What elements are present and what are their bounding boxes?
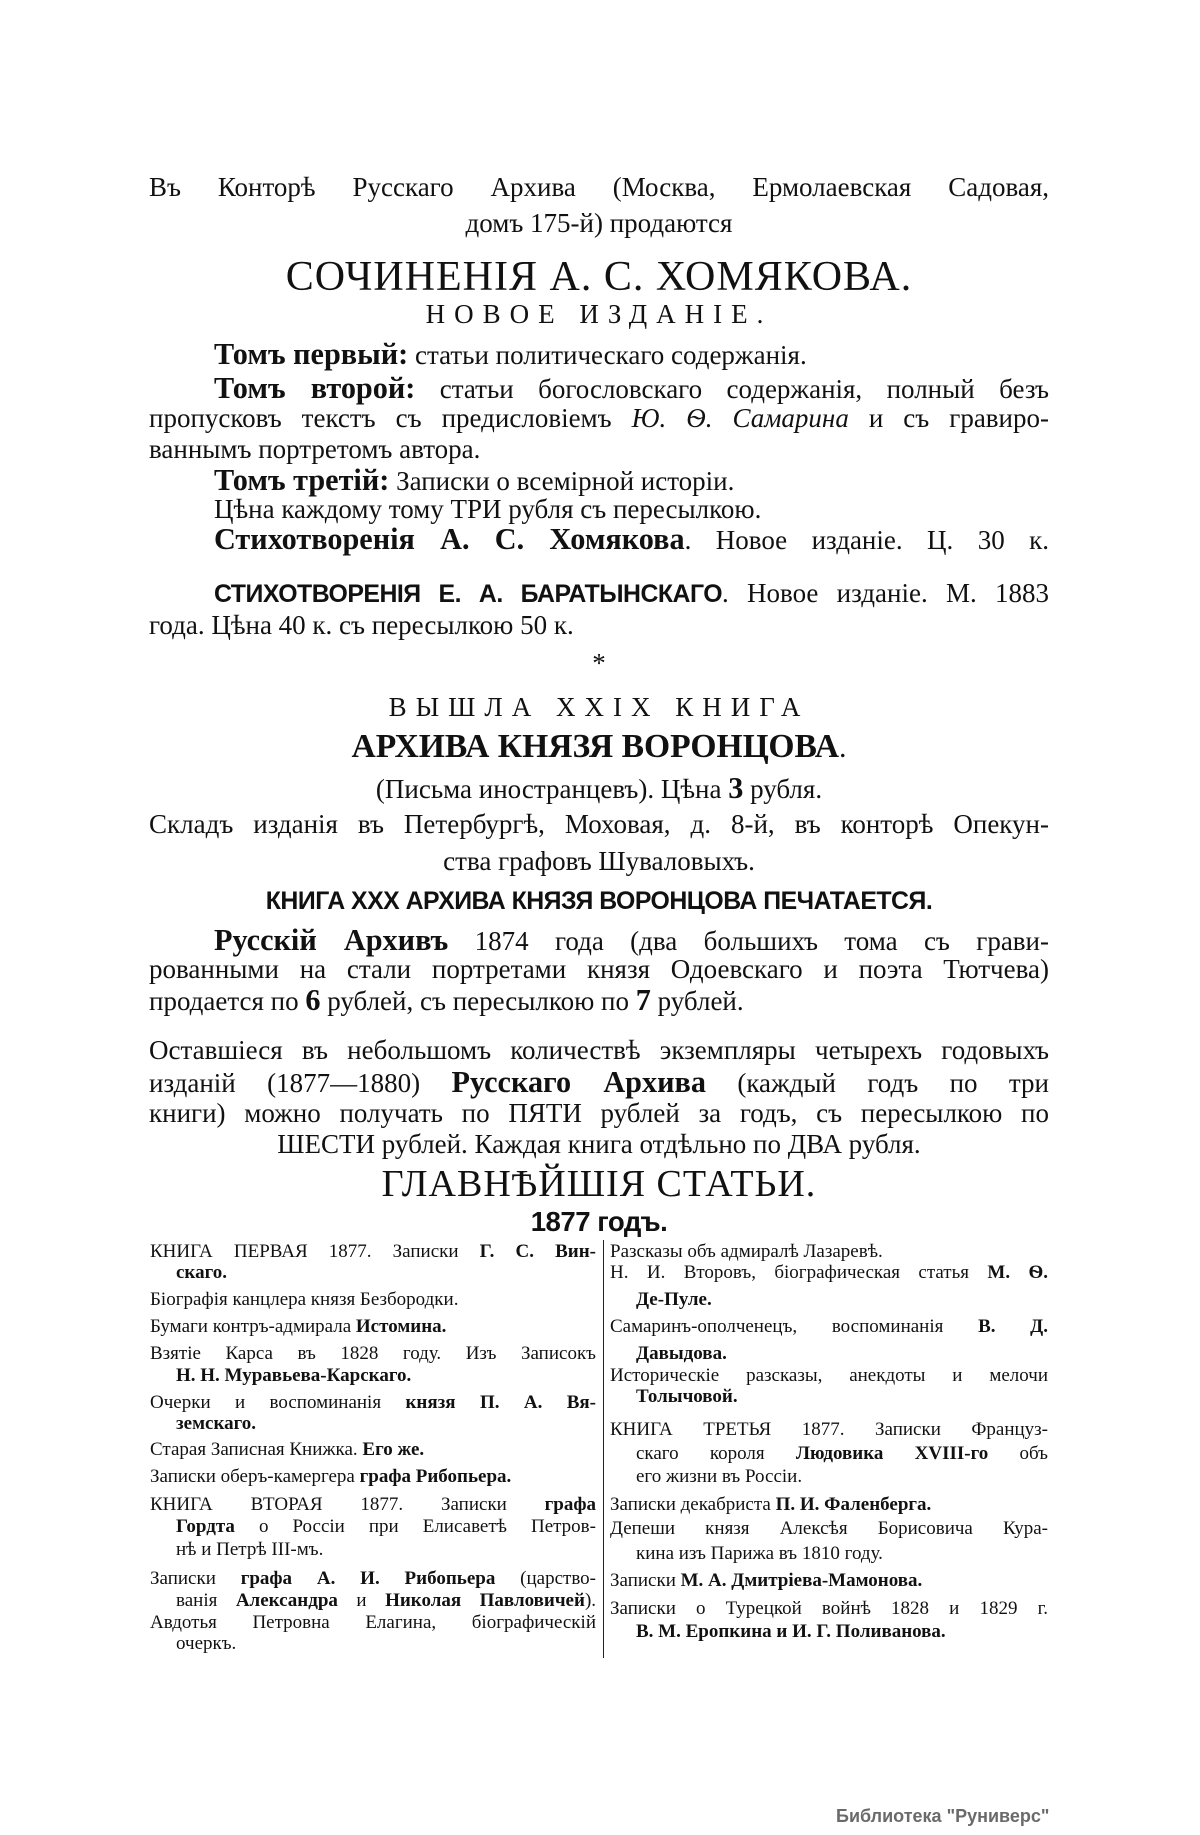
article-item [610, 1570, 1048, 1592]
article-item [150, 1466, 596, 1488]
text-segment: книги) можно получать по ПЯТИ рублей за годъ, съ пересылкою по [149, 1098, 1049, 1128]
remaining-copies-line [149, 1126, 1049, 1162]
text-segment: года. Цѣна 40 к. съ пересылкою 50 к. [149, 610, 574, 640]
text-segment: (царство- [495, 1568, 596, 1589]
bold-text: Давыдова. [636, 1343, 727, 1364]
text-segment: Н. И. Второвъ, біографическая статья [610, 1262, 988, 1283]
bold-text: Томъ третій: [214, 463, 390, 497]
article-item [610, 1543, 1048, 1565]
bold-text: графа Рибопьера. [359, 1466, 512, 1487]
volume-line [149, 336, 1049, 373]
text-segment: и съ гравиро- [848, 403, 1049, 433]
article-item [150, 1413, 596, 1435]
text-segment: домъ 175-й) продаются [465, 208, 733, 238]
article-item [150, 1568, 596, 1590]
article-item [150, 1316, 596, 1338]
office-address-line [149, 205, 1049, 241]
text-segment: Записки о Турецкой войнѣ 1828 и 1829 г. [610, 1598, 1048, 1619]
text-segment: Записки декабриста [610, 1494, 776, 1515]
text-segment: Біографія канцлера князя Безбородки. [150, 1289, 459, 1310]
article-item [150, 1516, 596, 1538]
bold-text: 7 [635, 983, 651, 1017]
article-item [150, 1392, 596, 1414]
text-segment: ванія [176, 1590, 236, 1611]
vorontsov-announcement [149, 689, 1049, 725]
year-heading [149, 1204, 1049, 1240]
office-address-line [149, 169, 1049, 205]
bold-text: КНИГА XXX АРХИВА КНЯЗЯ ВОРОНЦОВА ПЕЧАТАЕТСЯ. [265, 888, 933, 915]
bold-text: Русскій Архивъ [214, 923, 449, 957]
text-segment: Записки оберъ-камергера [150, 1466, 360, 1487]
text-segment: кина изъ Парижа въ 1810 году. [636, 1543, 883, 1564]
bold-text: П. И. Фаленберга. [775, 1494, 932, 1515]
text-segment: рублей. [650, 986, 744, 1016]
text-segment: . Новое изданіе. М. 1883 [722, 578, 1049, 608]
asterisk-separator [149, 645, 1049, 681]
bold-text: земскаго. [176, 1413, 257, 1434]
text-segment: статьи богословскаго содержанія, полный безъ [415, 374, 1049, 404]
text-segment: рублей, съ пересылкою по [320, 986, 636, 1016]
text-segment: НОВОЕ ИЗДАНІЕ. [425, 299, 773, 329]
article-item [150, 1262, 596, 1284]
text-segment: 1874 года (два большихъ тома съ грави- [448, 926, 1049, 956]
text-segment: * [592, 648, 606, 678]
text-segment: о Россіи при Елисаветѣ Петров- [234, 1516, 596, 1537]
article-item [150, 1365, 596, 1387]
bold-text: АРХИВА КНЯЗЯ ВОРОНЦОВА [351, 728, 839, 765]
warehouse-line [149, 806, 1049, 842]
bold-text: СТИХОТВОРЕНІЯ Е. А. БАРАТЫНСКАГО [214, 581, 723, 608]
text-segment: Записки [150, 1568, 241, 1589]
article-item [150, 1590, 596, 1612]
text-segment: ваннымъ портретомъ автора. [149, 434, 481, 464]
article-item [610, 1518, 1048, 1540]
bold-text: графа А. И. Рибопьера [240, 1568, 496, 1589]
text-segment: изданій (1877—1880) [149, 1068, 452, 1098]
bold-text: Русскаго Архива [451, 1065, 706, 1099]
text-segment: рубля. [743, 774, 823, 804]
bold-text: Томъ первый: [214, 337, 409, 371]
article-item [610, 1343, 1048, 1365]
text-segment: Разсказы объ адмиралѣ Лазаревѣ. [610, 1241, 883, 1262]
bold-text: Н. Н. Муравьева-Карскаго. [176, 1365, 412, 1386]
bold-text: Людовика XVIII-го [795, 1443, 989, 1464]
article-item [610, 1443, 1048, 1465]
bold-text: 3 [728, 771, 744, 805]
text-segment: КНИГА ПЕРВАЯ 1877. Записки [150, 1241, 480, 1262]
warehouse-line [149, 843, 1049, 879]
text-segment: Цѣна каждому тому ТРИ рубля съ пересылкою. [214, 494, 762, 524]
text-segment: Очерки и воспоминанія [150, 1392, 406, 1413]
bold-text: Его же. [362, 1439, 425, 1460]
text-segment: продается по [149, 986, 306, 1016]
text-segment: и [337, 1590, 386, 1611]
bold-text: Г. С. Вин- [479, 1241, 596, 1262]
text-segment: ства графовъ Шуваловыхъ. [443, 846, 755, 876]
text-segment: Записки о всемірной исторіи. [389, 466, 735, 496]
bold-text: Николая Павловичей [385, 1590, 585, 1611]
article-item [610, 1494, 1048, 1516]
text-segment: объ [988, 1443, 1048, 1464]
article-item [150, 1612, 596, 1634]
text-segment: Старая Записная Книжка. [150, 1439, 363, 1460]
article-item [150, 1289, 596, 1311]
article-item [610, 1621, 1048, 1643]
khomyakov-works-title [149, 253, 1049, 301]
poems-khomyakov-line [149, 521, 1049, 558]
russian-archive-1874-line [149, 982, 1049, 1019]
text-segment: рованными на стали портретами князя Одоевскаго и поэта Тютчева) [149, 954, 1049, 984]
text-segment: Въ Конторѣ Русскаго Архива (Москва, Ермолаевская Садовая, [149, 172, 1049, 202]
article-item [610, 1365, 1048, 1387]
text-segment: Депеши князя Алексѣя Борисовича Кура- [610, 1518, 1048, 1539]
text-segment: пропусковъ текстъ съ предисловіемъ [149, 403, 632, 433]
italic-text: Ю. Ѳ. Самарина [631, 403, 849, 433]
text-segment: его жизни въ Россіи. [636, 1466, 803, 1487]
article-item [610, 1241, 1048, 1263]
article-item [610, 1419, 1048, 1441]
bold-text: скаго. [176, 1262, 227, 1283]
text-segment: Оставшіеся въ небольшомъ количествѣ экземпляры четырехъ годовыхъ [149, 1035, 1049, 1065]
bold-text: Стихотворенія А. С. Хомякова [214, 522, 685, 556]
text-segment: (Письма иностранцевъ). Цѣна [375, 774, 729, 804]
vorontsov-price [149, 770, 1049, 807]
text-segment: нѣ и Петрѣ III-мъ. [176, 1539, 324, 1560]
bold-text: Александра [235, 1590, 338, 1611]
article-item [150, 1539, 596, 1561]
bold-text: М. А. Дмитріева-Мамонова. [680, 1570, 923, 1591]
remaining-copies-line [149, 1032, 1049, 1068]
text-segment: ). [584, 1590, 597, 1611]
text-segment: ШЕСТИ рублей. Каждая книга отдѣльно по ДВА рубля. [277, 1129, 921, 1159]
text-segment: Авдотья Петровна Елагина, біографическій [150, 1612, 596, 1633]
bold-text: графа [544, 1494, 596, 1515]
bold-text: Томъ второй: [214, 371, 416, 405]
article-item [610, 1598, 1048, 1620]
column-divider [603, 1240, 604, 1658]
vorontsov-title [149, 729, 1049, 766]
article-item [610, 1262, 1048, 1284]
text-segment: очеркъ. [176, 1633, 237, 1654]
article-item [610, 1386, 1048, 1408]
text-segment: ВЫШЛА XXIX КНИГА [388, 692, 810, 722]
text-segment: КНИГА ТРЕТЬЯ 1877. Записки Француз- [610, 1419, 1048, 1440]
text-segment: . [838, 731, 847, 764]
bold-text: В. Д. [978, 1316, 1048, 1337]
new-edition-subtitle [149, 296, 1049, 332]
bold-text: Де-Пуле. [636, 1289, 712, 1310]
text-segment: ГЛАВНѢЙШІЯ СТАТЬИ. [381, 1163, 817, 1205]
text-segment: скаго короля [636, 1443, 796, 1464]
book-xxx-notice [149, 882, 1049, 920]
text-segment: (каждый годъ по три [705, 1068, 1049, 1098]
article-item [150, 1494, 596, 1516]
article-item [610, 1289, 1048, 1311]
article-item [150, 1633, 596, 1655]
article-item [610, 1316, 1048, 1338]
article-item [150, 1241, 596, 1263]
bold-text: В. М. Еропкина и И. Г. Поливанова. [636, 1621, 946, 1642]
article-item [150, 1439, 596, 1461]
text-segment: Складъ изданія въ Петербургѣ, Моховая, д. 8-й, въ конторѣ Опекун- [149, 809, 1049, 839]
text-segment: статьи политическаго содержанія. [408, 340, 807, 370]
poems-baratynsky-line [149, 607, 1049, 643]
bold-text: Истомина. [355, 1316, 447, 1337]
bold-text: 1877 годъ. [530, 1206, 668, 1237]
text-segment: . Новое изданіе. Ц. 30 к. [684, 525, 1049, 555]
text-segment: Историческіе разсказы, анекдоты и мелочи [610, 1365, 1048, 1386]
text-segment: СОЧИНЕНІЯ А. С. ХОМЯКОВА. [285, 254, 913, 300]
article-item [150, 1343, 596, 1365]
text-segment: Бумаги контръ-адмирала [150, 1316, 356, 1337]
library-watermark: Библиотека "Руниверс" [836, 1806, 1050, 1826]
text-segment: Взятіе Карса въ 1828 году. Изъ Записокъ [150, 1343, 596, 1364]
bold-text: М. Ѳ. [987, 1262, 1048, 1283]
article-item [610, 1466, 1048, 1488]
text-segment: Записки [610, 1570, 681, 1591]
text-segment: Самаринъ-ополченецъ, воспоминанія [610, 1316, 979, 1337]
text-segment: КНИГА ВТОРАЯ 1877. Записки [150, 1494, 545, 1515]
main-articles-heading [149, 1160, 1049, 1208]
bold-text: князя П. А. Вя- [405, 1392, 596, 1413]
bold-text: Гордта [176, 1516, 235, 1537]
bold-text: 6 [305, 983, 321, 1017]
bold-text: Толычовой. [636, 1386, 738, 1407]
